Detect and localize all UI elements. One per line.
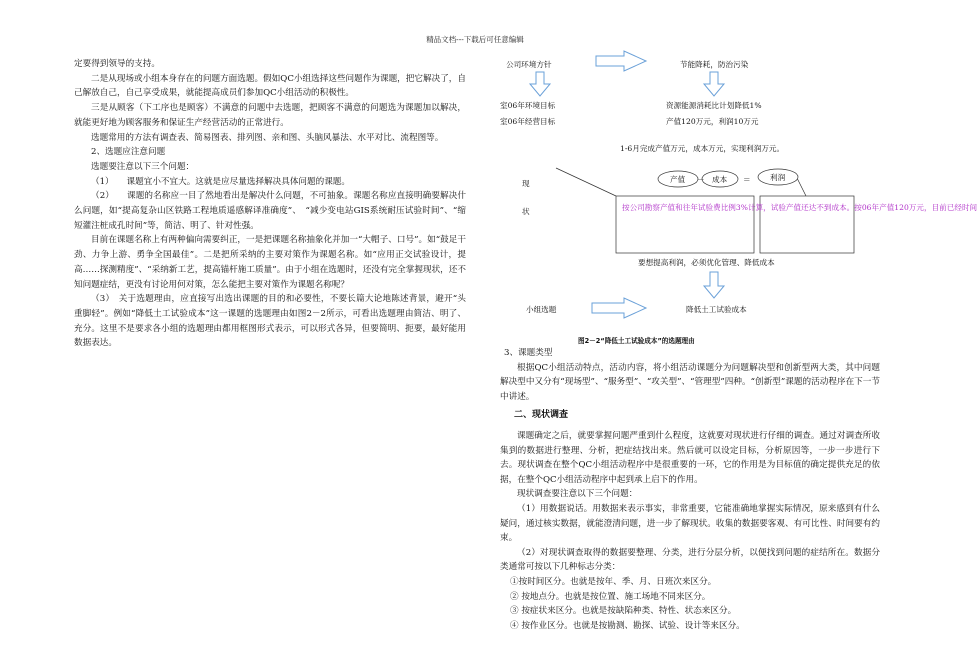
node-env-target: 室06年环境目标	[500, 101, 556, 110]
ellipse-label-cost: 成本	[712, 175, 728, 184]
node-business-target: 室06年经营目标	[500, 117, 556, 126]
section-heading: 2、选题应注意问题	[91, 147, 166, 158]
right-arrow-icon	[596, 51, 646, 71]
operator-equal: ＝	[743, 175, 751, 184]
left-column	[74, 57, 466, 351]
node-env-policy: 公司环境方针	[506, 60, 552, 69]
paragraph: 定要得到领导的支持。	[74, 59, 160, 69]
paragraph: 三是从顾客（下工序也是顾客）不满意的问题中去选题，把顾客不满意的问题选为课题加以解决，就能更好地为顾客服务和保证生产经营活动的正常进行。	[74, 103, 466, 128]
list-item: ①按时间区分。也就是按年、季、月、日班次来区分。	[510, 576, 717, 587]
section-title: 二、现状调查	[514, 410, 569, 421]
side-label: 现	[522, 179, 530, 188]
ellipse-label-output: 产值	[670, 175, 686, 184]
paragraph: 选题常用的方法有调查表、简易图表、排列图、亲和图、头脑风暴法、水平对比、流程图等。	[91, 132, 444, 143]
down-arrow-icon	[704, 72, 724, 96]
list-item: （2） 课题的名称应一目了然地看出是解决什么问题，不可抽象。课题名称应直接明确要解决什么问题，如“提高复杂山区铁路工程地质遥感解译准确度”、 “减少变电站GIS系统耐压试验时间”、“缩短灌注桩成孔时间”等，简洁、明了、针对性强。	[74, 191, 466, 231]
operator-minus: －	[697, 175, 705, 184]
node-output-target: 产值120万元，利润10万元	[666, 117, 759, 126]
page-header: 精品文档---下载后可任意编辑	[426, 35, 524, 44]
down-arrow-icon	[530, 72, 550, 96]
figure-caption: 图2－2“降低土工试验成本”的选题理由	[578, 337, 695, 345]
ellipse-label-profit: 利润	[770, 173, 786, 182]
paragraph: 课题确定之后，就要掌握问题严重到什么程度，这就要对现状进行仔细的调查。通过对调查所收集到的数据进行整理、分析，把症结找出来。然后就可以设定目标，分析原因等，一步一步进行下去。现状调查在整个QC小组活动程序中是很重要的一环，它的作用是为目标值的确定提供充足的依据，在整个QC小组活动程序中起到承上启下的作用。	[500, 430, 880, 485]
node-reduce-cost: 降低土工试验成本	[686, 305, 747, 314]
paragraph: 目前在课题名称上有两种偏向需要纠正，一是把课题名称抽象化并加一“大帽子、口号”。如“鼓足干劲、力争上游、勇争全国最佳”。二是把所采纳的主要对策作为课题名称。如“应用正交试验设计，提高……探测精度”、“采纳新工艺，提高锚杆施工质量”。由于小组在选题时，还没有完全掌握现状，还不知问题症结，更没有讨论用何对策，怎么能把主要对策作为课题名称呢？	[74, 235, 466, 290]
paragraph: （1）用数据说话。用数据来表示事实，非常重要，它能准确地掌握实际情况，原来感到有什么疑问，通过核实数据，就能澄清问题，进一步了解现状。收集的数据要客观、有可比性、时间要有约束。	[500, 503, 880, 544]
paragraph: 现状调查要注意以下三个问题：	[517, 489, 638, 500]
down-arrow-icon	[704, 272, 724, 298]
node-consumption-target: 资源能源消耗比计划降低1%	[666, 101, 762, 110]
node-improve-profit: 要想提高利润，必须优化管理、降低成本	[638, 258, 775, 267]
node-energy-saving: 节能降耗，防治污染	[680, 60, 749, 69]
section-heading: 3、课题类型	[504, 348, 553, 358]
right-column	[500, 346, 880, 633]
side-label: 状	[522, 207, 530, 216]
right-arrow-icon	[592, 298, 646, 318]
list-item: ③ 按症状来区分。也就是按缺陷种类、特性、状态来区分。	[510, 606, 737, 617]
list-item: （3） 关于选题理由，应直接写出选出课题的目的和必要性，不要长篇大论地陈述背景，避开“头重脚轻”。例如“降低土工试验成本”这一课题的选题理由如图2－2所示，可看出选题理由简洁、明了、充分。这里不是要求各小组的选题理由都用框图形式表示，可以形式各异，但要简明、扼要，最好能用数据表达。	[74, 294, 466, 349]
paragraph: 选题要注意以下三个问题：	[91, 161, 195, 172]
node-h1-result: 1-6月完成产值万元，成本万元，实现利润万元。	[620, 144, 785, 153]
selection-reason-diagram	[496, 50, 977, 350]
list-item: ② 按地点分。也就是按位置、施工场地不同来区分。	[510, 591, 711, 602]
paragraph: （2）对现状调查取得的数据要整理、分类，进行分层分析，以便找到问题的症结所在。数据分类通常可按以下几种标志分类：	[500, 547, 880, 573]
paragraph: 根据QC小组活动特点，活动内容，将小组活动课题分为问题解决型和创新型两大类，其中问题解决型中又分有“现场型”、“服务型”、“攻关型”、“管理型”四种。“创新型”课题的活动程序在下一节中讲述。	[500, 362, 880, 402]
list-item: （1） 课题宜小不宜大。这就是应尽量选择解决具体问题的课题。	[91, 176, 350, 187]
list-item: ④ 按作业区分。也就是按勘测、勘探、试验、设计等来区分。	[510, 620, 745, 631]
node-group-topic: 小组选题	[526, 305, 557, 314]
overflow-note: 按公司勘察产值和往年试验费比例3%计算，试验产值还达不到成本。按06年产值120万元，目前已经时间	[622, 203, 977, 212]
paragraph: 二是从现场或小组本身存在的问题方面选题。假如QC小组选择这些问题作为课题，把它解决了，自己解放自己，自己享受成果，就能提高成员们参加QC小组活动的积极性。	[74, 73, 466, 99]
